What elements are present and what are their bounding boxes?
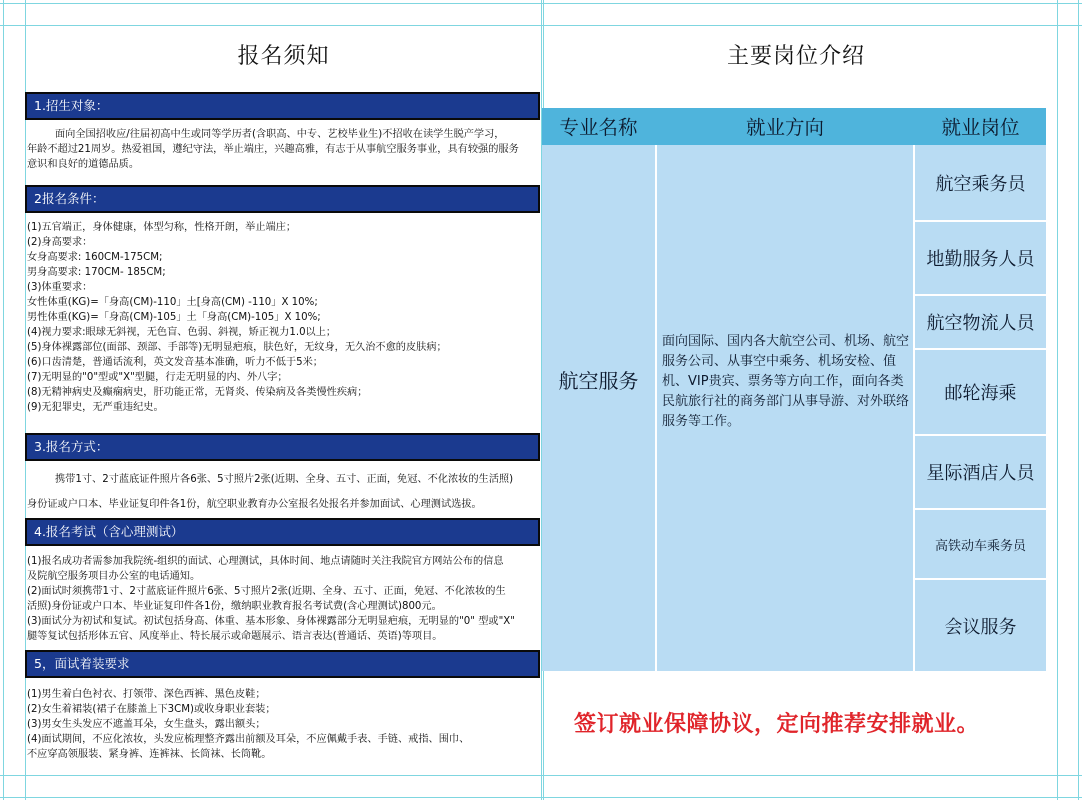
direction-cell [657, 145, 913, 671]
body-line: (4)视力要求:眼球无斜视，无色盲、色弱、斜视，矫正视力1.0以上； [27, 327, 337, 338]
body-line: (2)女生着裙装(裙子在膝盖上下3CM)或收身职业套装； [27, 704, 276, 715]
body-line: 携带1寸、2寸蓝底证件照片各6张、5寸照片2张(近期、全身、五寸、正面，免冠、不化浓妆的生活照) [55, 474, 514, 485]
body-line: 不应穿高领服装、紧身裤、连裤袜、长筒袜、长筒靴。 [27, 749, 272, 760]
body-line: (6)口齿清楚，普通话流利，英文发音基本准确，听力不低于5米； [27, 357, 323, 368]
table-header-row [542, 108, 1046, 145]
job-cell: 航空物流人员 [915, 296, 1046, 348]
header-major: 专业名称 [559, 116, 638, 139]
guide-line-right [1078, 0, 1079, 800]
body-line: 年龄不超过21周岁。热爱祖国，遵纪守法，举止端庄，兴趣高雅，有志于从事航空服务事业，具有较强的服务 [27, 144, 519, 155]
job-cell: 航空乘务员 [915, 145, 1046, 220]
page-title-positions: 主要岗位介绍 [726, 44, 865, 69]
body-line: (5)身体裸露部位(面部、颈部、手部等)无明显疤痕，肤色好，无纹身，无久治不愈的皮肤病； [27, 342, 447, 353]
major-name: 航空服务 [558, 369, 639, 393]
job-cell: 邮轮海乘 [915, 350, 1046, 434]
body-line: (9)无犯罪史，无严重违纪史。 [27, 402, 164, 413]
body-line: (1)五官端正，身体健康，体型匀称，性格开朗，举止端庄； [27, 222, 297, 233]
guide-line-left [3, 0, 4, 800]
body-line: 女性体重(KG)=「身高(CM)-110」土[身高(CM) -110」X 10%; [27, 297, 318, 308]
job-cell: 星际酒店人员 [915, 436, 1046, 508]
body-line: (2)面试时须携带1寸、2寸蓝底证件照片6张、5寸照片2张(近期、全身、五寸、正面，免冠、不化浓妆的生 [27, 586, 506, 597]
header-positions: 就业岗位 [941, 116, 1020, 139]
job-cell: 会议服务 [915, 580, 1046, 671]
section-header-exam: 4.报名考试（含心理测试） [25, 518, 540, 546]
positions-panel [542, 25, 1050, 775]
body-line: (1)男生着白色衬衣、打领带、深色西裤、黑色皮鞋； [27, 689, 266, 700]
body-line: (3)男女生头发应不遮盖耳朵，女生盘头，露出额头； [27, 719, 266, 730]
body-line: (1)报名成功者需参加我院统-组织的面试、心理测试，具体时间、地点请随时关注我院官方网站公布的信息 [27, 556, 504, 567]
body-line: (3)体重要求： [27, 282, 93, 293]
job-cell: 地勤服务人员 [915, 222, 1046, 294]
body-line: (4)面试期间，不应化浓妆，头发应梳理整齐露出前额及耳朵，不应佩戴手表、手链、戒指、围巾、 [27, 734, 470, 745]
body-line: (8)无精神病史及癫痫病史，肝功能正常，无肾炎、传染病及各类慢性疾病； [27, 387, 368, 398]
employment-slogan: 签订就业保障协议，定向推荐安排就业。 [574, 712, 980, 737]
body-line: 意识和良好的道德品质。 [27, 159, 140, 170]
body-line: 身份证或户口本、毕业证复印件各1份，航空职业教育办公室报名处报名并参加面试、心理测试选拔。 [27, 499, 482, 510]
guide-line-right-inner [1057, 0, 1058, 800]
section-body-dress-code [27, 687, 539, 762]
section-body-registration-method [27, 472, 539, 512]
page-title-registration: 报名须知 [237, 44, 330, 69]
section-body-requirements [27, 220, 539, 415]
section-body-enrollment [27, 127, 539, 172]
section-header-registration-method: 3.报名方式： [25, 433, 540, 461]
section-header-enrollment: 1.招生对象： [25, 92, 540, 120]
positions-table [542, 108, 1046, 671]
section-header-requirements: 2报名条件： [25, 185, 540, 213]
body-line: 男身高要求: 170CM- 185CM; [27, 267, 166, 278]
body-line: 男性体重(KG)=「身高(CM)-105」土「身高(CM)-105」X 10%; [27, 312, 321, 323]
body-line: 腿等复试包括形体五官、风度举止、特长展示或命题展示、语言表达(普通话、英语)等项目。 [27, 631, 443, 642]
body-line: 活照)身份证或户口本、毕业证复印件各1份，缴纳职业教育报名考试费(含心理测试)800元。 [27, 601, 442, 612]
registration-notice-panel [25, 25, 542, 775]
body-line: 女身高要求: 160CM-175CM; [27, 252, 163, 263]
positions-column [915, 145, 1046, 671]
body-line: 及院航空服务项目办公室的电话通知。 [27, 571, 201, 582]
major-cell [542, 145, 655, 671]
section-header-dress-code: 5，面试着装要求 [25, 650, 540, 678]
body-line: 面向全国招收应/往届初高中生或同等学历者(含职高、中专、艺校毕业生)不招收在读学生脱产学习， [55, 129, 505, 140]
job-cell: 高铁动车乘务员 [915, 510, 1046, 578]
body-line: (3)面试分为初试和复试。初试包括身高、体重、基本形象、身体裸露部分无明显疤痕，无明显的"0" 型或"X" [27, 616, 515, 627]
body-line: (2)身高要求： [27, 237, 93, 248]
direction-text: 面向国际、国内各大航空公司、机场、航空服务公司、从事空中乘务、机场安检、值机、VIP贵宾、票务等方向工作，面向各类民航旅行社的商务部门从事导游、对外联络服务等工作。 [662, 334, 910, 429]
body-line: (7)无明显的"0"型或"X"型腿，行走无明显的内、外八字； [27, 372, 288, 383]
header-direction: 就业方向 [745, 116, 824, 139]
section-body-exam [27, 554, 539, 644]
